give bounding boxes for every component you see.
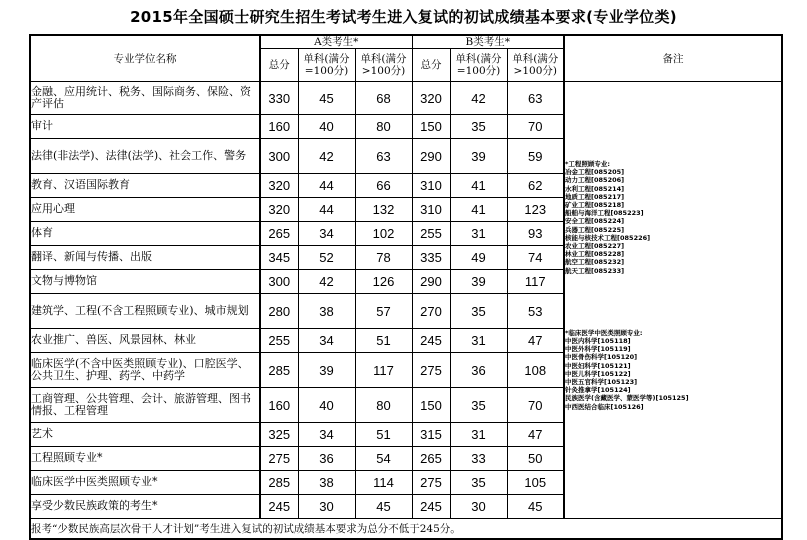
score-b-s100: 42 (450, 82, 507, 115)
score-a-s100: 42 (298, 270, 355, 294)
notes-engineering (565, 160, 781, 275)
degree-name: 应用心理 (30, 198, 260, 222)
degree-name: 金融、应用统计、税务、国际商务、保险、资产评估 (30, 82, 260, 115)
note-line: *临床医学中医类照顾专业: (565, 328, 643, 337)
score-b-total: 255 (412, 222, 450, 246)
note-line: *工程照顾专业: (565, 160, 611, 168)
score-a-s100: 42 (298, 139, 355, 174)
score-b-sgt100: 47 (507, 423, 564, 447)
note-line: 中医骨伤科学[105120] (565, 353, 638, 362)
score-a-s100: 52 (298, 246, 355, 270)
score-a-total: 325 (260, 423, 298, 447)
score-a-s100: 34 (298, 423, 355, 447)
score-a-total: 285 (260, 353, 298, 388)
note-line: 矿业工程[085218] (565, 201, 625, 210)
header-a-single-100: 单科(满分=100分) (298, 49, 355, 82)
score-a-sgt100: 80 (355, 388, 412, 423)
notes-tcm (565, 329, 781, 411)
score-b-total: 150 (412, 115, 450, 139)
footnote: 报考“少数民族高层次骨干人才计划”考生进入复试的初试成绩基本要求为总分不低于245分。 (30, 519, 782, 540)
score-a-s100: 39 (298, 353, 355, 388)
score-a-total: 320 (260, 174, 298, 198)
score-b-sgt100: 108 (507, 353, 564, 388)
score-b-total: 310 (412, 174, 450, 198)
score-b-s100: 35 (450, 471, 507, 495)
score-a-sgt100: 132 (355, 198, 412, 222)
table-body (30, 82, 782, 519)
score-a-s100: 38 (298, 294, 355, 329)
header-a-single-gt100: 单科(满分>100分) (355, 49, 412, 82)
score-b-s100: 41 (450, 174, 507, 198)
score-a-sgt100: 54 (355, 447, 412, 471)
score-b-s100: 36 (450, 353, 507, 388)
header-group-b: B类考生* (412, 35, 564, 49)
note-line: 水利工程[085214] (565, 184, 625, 193)
note-line: 兵器工程[085225] (565, 225, 625, 234)
score-b-sgt100: 50 (507, 447, 564, 471)
header-b-single-gt100: 单科(满分>100分) (507, 49, 564, 82)
score-a-s100: 34 (298, 329, 355, 353)
note-line: 动力工程[085206] (565, 176, 625, 185)
score-b-total: 320 (412, 82, 450, 115)
degree-name: 翻译、新闻与传播、出版 (30, 246, 260, 270)
score-a-total: 345 (260, 246, 298, 270)
note-line: 中医外科学[105119] (565, 345, 631, 354)
degree-name: 建筑学、工程(不含工程照顾专业)、城市规划 (30, 294, 260, 329)
score-b-total: 270 (412, 294, 450, 329)
score-a-sgt100: 63 (355, 139, 412, 174)
score-a-total: 275 (260, 447, 298, 471)
score-b-s100: 31 (450, 222, 507, 246)
score-b-total: 310 (412, 198, 450, 222)
note-line: 安全工程[085224] (565, 217, 625, 226)
score-a-sgt100: 78 (355, 246, 412, 270)
degree-name: 体育 (30, 222, 260, 246)
score-b-sgt100: 70 (507, 115, 564, 139)
score-b-sgt100: 93 (507, 222, 564, 246)
note-line: 中医儿科学[105122] (565, 369, 631, 378)
score-b-total: 265 (412, 447, 450, 471)
note-line: 林业工程[085228] (565, 250, 625, 259)
score-b-total: 335 (412, 246, 450, 270)
note-line: 中西医结合临床[105126] (565, 402, 644, 411)
score-a-s100: 45 (298, 82, 355, 115)
score-a-total: 265 (260, 222, 298, 246)
score-a-sgt100: 114 (355, 471, 412, 495)
note-line: 中医五官科学[105123] (565, 378, 638, 387)
score-b-sgt100: 70 (507, 388, 564, 423)
score-a-s100: 40 (298, 115, 355, 139)
score-b-s100: 41 (450, 198, 507, 222)
score-a-total: 255 (260, 329, 298, 353)
score-b-sgt100: 53 (507, 294, 564, 329)
score-table (29, 34, 783, 540)
score-b-sgt100: 105 (507, 471, 564, 495)
note-line: 核能与核技术工程[085226] (565, 233, 651, 242)
score-b-s100: 49 (450, 246, 507, 270)
score-a-total: 285 (260, 471, 298, 495)
score-a-sgt100: 51 (355, 423, 412, 447)
score-b-s100: 35 (450, 388, 507, 423)
score-a-s100: 44 (298, 198, 355, 222)
score-b-total: 315 (412, 423, 450, 447)
note-line: 地质工程[085217] (565, 192, 625, 201)
score-b-s100: 39 (450, 139, 507, 174)
score-a-s100: 34 (298, 222, 355, 246)
score-b-sgt100: 117 (507, 270, 564, 294)
note-line: 冶金工程[085205] (565, 168, 625, 177)
notes-cell (564, 82, 782, 519)
header-b-total: 总分 (412, 49, 450, 82)
score-a-sgt100: 80 (355, 115, 412, 139)
degree-name: 临床医学(不含中医类照顾专业)、口腔医学、公共卫生、护理、药学、中药学 (30, 353, 260, 388)
note-line: 民族医学(含藏医学、蒙医学等)[105125] (565, 394, 689, 403)
degree-name: 临床医学中医类照顾专业* (30, 471, 260, 495)
degree-name: 艺术 (30, 423, 260, 447)
note-line: 针灸推拿学[105124] (565, 386, 631, 395)
degree-name: 教育、汉语国际教育 (30, 174, 260, 198)
score-b-s100: 35 (450, 115, 507, 139)
score-b-total: 290 (412, 270, 450, 294)
score-a-s100: 38 (298, 471, 355, 495)
score-a-sgt100: 45 (355, 495, 412, 519)
score-a-sgt100: 126 (355, 270, 412, 294)
score-a-sgt100: 66 (355, 174, 412, 198)
score-a-s100: 30 (298, 495, 355, 519)
score-b-total: 290 (412, 139, 450, 174)
degree-name: 工商管理、公共管理、会计、旅游管理、图书情报、工程管理 (30, 388, 260, 423)
score-a-total: 280 (260, 294, 298, 329)
score-b-sgt100: 74 (507, 246, 564, 270)
degree-name: 享受少数民族政策的考生* (30, 495, 260, 519)
score-a-total: 160 (260, 388, 298, 423)
degree-name: 法律(非法学)、法律(法学)、社会工作、警务 (30, 139, 260, 174)
header-b-single-100: 单科(满分=100分) (450, 49, 507, 82)
header-notes: 备注 (564, 35, 782, 82)
score-b-total: 275 (412, 471, 450, 495)
degree-name: 农业推广、兽医、风景园林、林业 (30, 329, 260, 353)
score-b-total: 245 (412, 329, 450, 353)
score-a-total: 160 (260, 115, 298, 139)
score-b-sgt100: 123 (507, 198, 564, 222)
degree-name: 文物与博物馆 (30, 270, 260, 294)
note-line: 中医内科学[105118] (565, 337, 631, 346)
score-a-total: 300 (260, 139, 298, 174)
score-b-sgt100: 45 (507, 495, 564, 519)
score-b-total: 245 (412, 495, 450, 519)
score-b-sgt100: 63 (507, 82, 564, 115)
score-a-s100: 36 (298, 447, 355, 471)
table-row (30, 82, 782, 115)
score-a-sgt100: 51 (355, 329, 412, 353)
score-b-s100: 33 (450, 447, 507, 471)
note-line: 船舶与海洋工程[085223] (565, 209, 644, 218)
score-a-sgt100: 102 (355, 222, 412, 246)
score-a-sgt100: 68 (355, 82, 412, 115)
page-title: 2015年全国硕士研究生招生考试考生进入复试的初试成绩基本要求(专业学位类) (130, 8, 677, 26)
score-a-total: 330 (260, 82, 298, 115)
score-b-s100: 35 (450, 294, 507, 329)
header-name: 专业学位名称 (30, 35, 260, 82)
score-b-total: 275 (412, 353, 450, 388)
note-line: 航天工程[085233] (565, 266, 625, 275)
score-b-sgt100: 47 (507, 329, 564, 353)
score-b-s100: 30 (450, 495, 507, 519)
note-line: 航空工程[085232] (565, 258, 625, 267)
score-b-sgt100: 59 (507, 139, 564, 174)
score-a-total: 300 (260, 270, 298, 294)
degree-name: 工程照顾专业* (30, 447, 260, 471)
score-b-total: 150 (412, 388, 450, 423)
score-b-s100: 31 (450, 329, 507, 353)
score-a-sgt100: 117 (355, 353, 412, 388)
header-group-a: A类考生* (260, 35, 412, 49)
score-b-sgt100: 62 (507, 174, 564, 198)
score-a-total: 320 (260, 198, 298, 222)
score-b-s100: 31 (450, 423, 507, 447)
header-a-total: 总分 (260, 49, 298, 82)
note-line: 中医妇科学[105121] (565, 361, 631, 370)
note-line: 农业工程[085227] (565, 242, 625, 251)
score-b-s100: 39 (450, 270, 507, 294)
score-a-s100: 40 (298, 388, 355, 423)
score-a-sgt100: 57 (355, 294, 412, 329)
score-a-s100: 44 (298, 174, 355, 198)
score-a-total: 245 (260, 495, 298, 519)
degree-name: 审计 (30, 115, 260, 139)
